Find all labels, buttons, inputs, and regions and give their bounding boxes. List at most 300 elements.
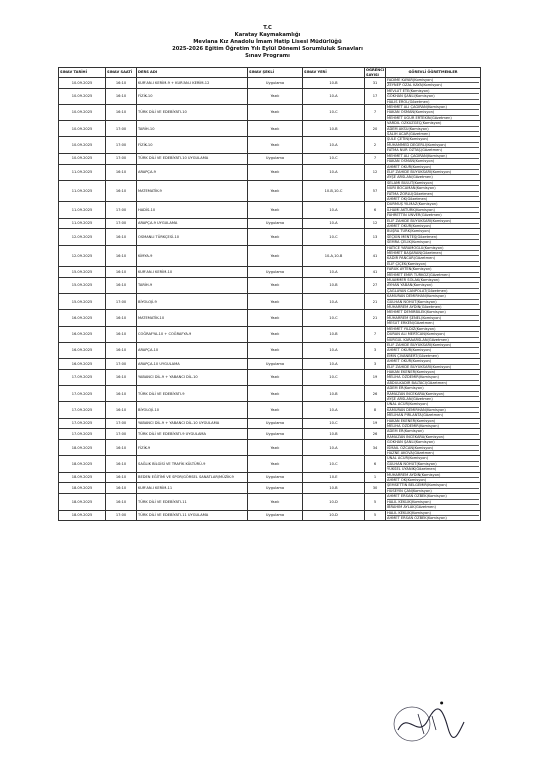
exam-type-cell: Yazılı [248, 137, 303, 153]
exam-place-cell: 10-A [303, 88, 365, 104]
exam-place-cell: 10-B [303, 386, 365, 402]
exam-type-cell: Yazılı [248, 88, 303, 104]
exam-date-cell: 15.09.2025 [59, 294, 106, 310]
table-row [59, 121, 481, 137]
teacher-name: ELİF ZAHİDE BÜYÜKSARI(Komisyon) [387, 219, 479, 224]
teacher-name: ŞEMSETTİN BELGEMİR(Komisyon) [387, 483, 479, 488]
exam-date-cell: 10.09.2025 [59, 153, 106, 164]
table-row [59, 245, 481, 267]
teacher-name: MELİHAN PIRLANTA(Gözetmen) [387, 413, 444, 418]
exam-time-cell: 16:10 [106, 310, 137, 326]
exam-type-cell: Uygulama [248, 472, 303, 483]
teacher-name: FATMA NUR ÖZTAŞ(Gözetmen) [387, 148, 442, 153]
teachers-cell [386, 294, 481, 310]
teacher-name: NURİ BOCAMAN(Komisyon) [387, 186, 479, 191]
teacher-name: GÖKHAN ŞANLI(Komisyon) [387, 440, 479, 445]
course-name-cell: FİZİK-10 [137, 137, 248, 153]
teacher-name: HAZNE AKOVA(Gözetmen) [387, 451, 435, 456]
teacher-name: MEHMET YILDIZ(Komisyon) [387, 327, 479, 332]
exam-type-cell: Yazılı [248, 278, 303, 294]
exam-place-cell: 10-B [303, 121, 365, 137]
course-name-cell: TÜRK DİLİ VE EDEBİYATI-10 UYGULAMA [137, 153, 248, 164]
teachers-cell [386, 472, 481, 483]
table-body [59, 78, 481, 521]
teacher-name: DURAN ALİ MERTCAN(Komisyon) [387, 332, 479, 337]
teacher-name: ZEYNEP ÖZAL KAYA(Komisyon) [387, 83, 443, 88]
exam-date-cell: 16.09.2025 [59, 359, 106, 370]
student-count-cell: 27 [365, 278, 386, 294]
teacher-name: HALİL KEKLİK(Komisyon) [387, 511, 479, 516]
exam-type-cell: Uygulama [248, 153, 303, 164]
teacher-name: KAMURAN DEMİRHAN(Komisyon) [387, 294, 479, 299]
exam-type-cell: Yazılı [248, 494, 303, 510]
table-row [59, 218, 481, 229]
teacher-name: RAMAZAN İNCEKARA(Komisyon) [387, 434, 445, 439]
student-count-cell: 7 [365, 326, 386, 342]
exam-date-cell: 11.09.2025 [59, 180, 106, 202]
teachers-cell [386, 229, 481, 245]
teacher-name: MEHMET DEMİRBİLEK(Komisyon) [387, 310, 479, 315]
teacher-name: FARUK AYTEN(Komisyon) [387, 267, 479, 272]
teachers-cell [386, 359, 481, 370]
teacher-name: AHMET ERSAN ÖZBEK(Komisyon) [387, 515, 447, 520]
student-count-cell: 6 [365, 456, 386, 472]
page-mark: ● [440, 700, 444, 705]
table-row [59, 369, 481, 385]
table-row [59, 105, 481, 121]
exam-time-cell: 17:00 [106, 202, 137, 218]
exam-time-cell: 16:10 [106, 267, 137, 278]
exam-time-cell: 16:10 [106, 245, 137, 267]
teacher-name: ELİF ZAHİDE BÜYÜKSARI(Komisyon) [387, 364, 452, 369]
teacher-name: AYŞE ARSLAN(Gözetmen) [387, 396, 433, 401]
teachers-cell [386, 121, 481, 137]
exam-date-cell: 10.09.2025 [59, 88, 106, 104]
teachers-cell [386, 326, 481, 342]
course-name-cell: ARAPÇA-9 [137, 164, 248, 180]
student-count-cell: 1 [365, 472, 386, 483]
exam-time-cell: 16:10 [106, 342, 137, 358]
teacher-name: ADEM ER(Komisyon) [387, 386, 479, 391]
exam-place-cell: 10-A [303, 218, 365, 229]
exam-place-cell: 10-A [303, 342, 365, 358]
exam-date-cell: 10.09.2025 [59, 78, 106, 89]
exam-place-cell: 10-D [303, 494, 365, 510]
exam-date-cell: 16.09.2025 [59, 310, 106, 326]
teacher-name: MEHMET ALİ ÇAĞIRAN(Komisyon) [387, 154, 479, 159]
exam-date-cell: 17.09.2025 [59, 402, 106, 418]
exam-schedule-table [58, 67, 481, 521]
course-name-cell: MATEMATİK-10 [137, 310, 248, 326]
exam-type-cell: Yazılı [248, 326, 303, 342]
exam-date-cell: 16.09.2025 [59, 342, 106, 358]
exam-date-cell: 18.09.2025 [59, 456, 106, 472]
exam-time-cell: 17:00 [106, 137, 137, 153]
header-line-5: Sınav Programı [245, 53, 290, 59]
table-row [59, 137, 481, 153]
exam-time-cell: 16:10 [106, 78, 137, 89]
exam-time-cell: 17:00 [106, 218, 137, 229]
exam-place-cell: 10-A [303, 402, 365, 418]
student-count-cell: 3 [365, 359, 386, 370]
student-count-cell: 17 [365, 88, 386, 104]
teacher-name: İLHAMİ AKTÜRK(Komisyon) [387, 208, 479, 213]
teacher-name: EMİN ÇİVANBERT(Gözetmen) [387, 353, 439, 358]
table-row [59, 472, 481, 483]
teachers-cell [386, 483, 481, 494]
course-name-cell: KUR'AN-I KERİM-11 [137, 483, 248, 494]
teacher-name: SALİH ACAR(Gözetmen) [387, 132, 430, 137]
exam-time-cell: 17:00 [106, 359, 137, 370]
exam-time-cell: 16:10 [106, 483, 137, 494]
table-row [59, 494, 481, 510]
table-row [59, 153, 481, 164]
teacher-name: ELİF ÇİÇEK(Komisyon) [387, 261, 427, 266]
exam-type-cell: Uygulama [248, 418, 303, 429]
student-count-cell: 41 [365, 267, 386, 278]
exam-date-cell: 10.09.2025 [59, 137, 106, 153]
exam-date-cell: 11.09.2025 [59, 202, 106, 218]
student-count-cell: 34 [365, 440, 386, 456]
exam-time-cell: 16:10 [106, 180, 137, 202]
exam-type-cell: Yazılı [248, 164, 303, 180]
course-name-cell: FİZİK-10 [137, 88, 248, 104]
teacher-name: SELAMİ BULUT(Komisyon) [387, 181, 479, 186]
teacher-name: FATMA ZORLU(Gözetmen) [387, 192, 479, 197]
student-count-cell: 19 [365, 369, 386, 385]
exam-date-cell: 17.09.2025 [59, 386, 106, 402]
table-row [59, 202, 481, 218]
course-name-cell: TÜRK DİLİ VE EDEBİYATI-11 [137, 494, 248, 510]
table-header-row [59, 68, 481, 78]
course-name-cell: OSMANLI TÜRKÇESİ-10 [137, 229, 248, 245]
table-row [59, 510, 481, 521]
course-name-cell: BİYOLOJİ-9 [137, 294, 248, 310]
student-count-cell: 8 [365, 402, 386, 418]
exam-type-cell: Yazılı [248, 456, 303, 472]
student-count-cell: 57 [365, 180, 386, 202]
exam-place-cell: 10-A,10-B [303, 245, 365, 267]
course-name-cell: KUR'AN-I KERİM-9 + KUR'AN-I KERİM-12 [137, 78, 248, 89]
exam-type-cell: Uygulama [248, 483, 303, 494]
student-count-cell: 5 [365, 510, 386, 521]
teacher-name: GÜLHAN NOHUT(Komisyon) [387, 462, 479, 467]
teachers-cell [386, 386, 481, 402]
teachers-cell [386, 418, 481, 429]
teachers-cell [386, 310, 481, 326]
header-line-3: Mevlana Kız Anadolu İmam Hatip Lisesi Müdürlüğü [193, 39, 342, 45]
exam-time-cell: 16:10 [106, 386, 137, 402]
course-name-cell: TÜRK DİLİ VE EDEBİYATI-11 UYGULAMA [137, 510, 248, 521]
exam-date-cell: 18.09.2025 [59, 440, 106, 456]
course-name-cell: ARAPÇA-10 [137, 342, 248, 358]
teacher-name: GÜLHAN NOHUT(Komisyon) [387, 300, 479, 305]
exam-time-cell: 16:10 [106, 164, 137, 180]
exam-time-cell: 17:00 [106, 121, 137, 137]
teachers-cell [386, 278, 481, 294]
teacher-name: ABDULKADİR BALTACI(Gözetmen) [387, 380, 448, 385]
exam-time-cell: 16:10 [106, 402, 137, 418]
exam-time-cell: 17:00 [106, 510, 137, 521]
teacher-name: HALİL KEKLİK(Komisyon) [387, 500, 479, 505]
exam-place-cell: 10-B [303, 278, 365, 294]
signature-stamp [388, 700, 468, 750]
teacher-name: SEÇKİN MENTEŞ(Gözetmen) [387, 235, 479, 240]
exam-place-cell: 10-A [303, 202, 365, 218]
table-row [59, 229, 481, 245]
teacher-name: FAHRETTİN ÜNVER(Gözetmen) [387, 213, 442, 218]
teachers-cell [386, 402, 481, 418]
course-name-cell: KİMYA-9 [137, 245, 248, 267]
student-count-cell: 20 [365, 121, 386, 137]
table-row [59, 429, 481, 440]
student-count-cell: 5 [365, 494, 386, 510]
teachers-cell [386, 369, 481, 385]
header-line-2: Karatay Kaymakamlığı [234, 32, 301, 38]
exam-place-cell: 10-A [303, 164, 365, 180]
teacher-name: MELİHA ÖZDEMİR(Komisyon) [387, 424, 439, 428]
table-row [59, 267, 481, 278]
exam-place-cell: 10-C [303, 229, 365, 245]
course-name-cell: SAĞLIK BİLGİSİ VE TRAFİK KÜLTÜRÜ-9 [137, 456, 248, 472]
table-row [59, 164, 481, 180]
teacher-name: AYŞE ARSLAN(Gözetmen) [387, 175, 433, 180]
exam-date-cell: 16.09.2025 [59, 326, 106, 342]
exam-time-cell: 16:10 [106, 326, 137, 342]
teacher-name: AHMET OK(Gözetmen) [387, 196, 428, 201]
exam-time-cell: 17:00 [106, 294, 137, 310]
teacher-name: MUAMMER SOLAK(Komisyon) [387, 278, 479, 283]
teacher-name: MUHAMMED DEĞERLİ(Komisyon) [387, 143, 479, 148]
teachers-cell [386, 202, 481, 218]
teacher-name: AHMET OKUR(Komisyon) [387, 165, 479, 170]
teachers-cell [386, 88, 481, 104]
teachers-cell [386, 342, 481, 358]
teachers-cell [386, 456, 481, 472]
column-header: SINAV ŞEKLİ [248, 68, 303, 78]
course-name-cell: YABANCI DİL-9 + YABANCI DİL-10 [137, 369, 248, 385]
exam-date-cell: 15.09.2025 [59, 267, 106, 278]
exam-type-cell: Yazılı [248, 121, 303, 137]
exam-place-cell: 10-B,10-C [303, 180, 365, 202]
student-count-cell: 41 [365, 245, 386, 267]
teacher-name: ÇAĞLAYAN CANPOLAT(Gözetmen) [387, 288, 448, 293]
exam-type-cell: Yazılı [248, 310, 303, 326]
student-count-cell: 26 [365, 386, 386, 402]
table-row [59, 440, 481, 456]
course-name-cell: TARİH-10 [137, 121, 248, 137]
teacher-name: AHMET OKUR(Komisyon) [387, 348, 479, 353]
course-name-cell: YABANCI DİL-9 + YABANCI DİL-10 UYGULAMA [137, 418, 248, 429]
teachers-cell [386, 180, 481, 202]
exam-time-cell: 17:00 [106, 429, 137, 440]
exam-date-cell: 18.09.2025 [59, 494, 106, 510]
table-row [59, 483, 481, 494]
student-count-cell: 31 [365, 78, 386, 89]
exam-type-cell: Yazılı [248, 386, 303, 402]
teacher-name: SEMRA ÇELİK(Komisyon) [387, 240, 431, 245]
header-line-4: 2025-2026 Eğitim Öğretim Yılı Eylül Dönemi Sorumluluk Sınavları [172, 46, 363, 52]
exam-date-cell: 17.09.2025 [59, 429, 106, 440]
teacher-name: MESUT ERKEN(Gözetmen) [387, 321, 434, 326]
teacher-name: İBRAHİM AYLAK(Gözetmen) [387, 505, 436, 510]
column-header: SINAV YERİ [303, 68, 365, 78]
teachers-cell [386, 164, 481, 180]
teacher-name: MUHARREM AYDIN(Gözetmen) [387, 305, 442, 310]
teacher-name: ADEM AKSU(Komisyon) [387, 127, 479, 132]
course-name-cell: TARİH-9 [137, 278, 248, 294]
exam-type-cell: Yazılı [248, 105, 303, 121]
exam-date-cell: 17.09.2025 [59, 369, 106, 385]
exam-date-cell: 18.09.2025 [59, 483, 106, 494]
student-count-cell: 3 [365, 342, 386, 358]
teachers-cell [386, 510, 481, 521]
table-row [59, 310, 481, 326]
table-row [59, 326, 481, 342]
student-count-cell: 21 [365, 294, 386, 310]
exam-time-cell: 16:10 [106, 440, 137, 456]
teacher-name: BÜŞRA TÜRK(Komisyon) [387, 229, 479, 234]
table-row [59, 278, 481, 294]
exam-date-cell: 18.09.2025 [59, 472, 106, 483]
exam-place-cell: 10-B [303, 326, 365, 342]
teacher-name: ÜNAL ACUR(Komisyon) [387, 456, 479, 461]
exam-time-cell: 16:10 [106, 472, 137, 483]
exam-type-cell: Uygulama [248, 359, 303, 370]
exam-date-cell: 10.09.2025 [59, 121, 106, 137]
teacher-name: AHMET ERSAN ÖZBEK(Komisyon) [387, 494, 479, 499]
exam-time-cell: 17:00 [106, 153, 137, 164]
teacher-name: İSMAİL ÖZCAN(Komisyon) [387, 446, 479, 451]
student-count-cell: 30 [365, 483, 386, 494]
teacher-name: KAMURAN DEMİRHAN(Komisyon) [387, 408, 479, 413]
exam-date-cell: 11.09.2025 [59, 218, 106, 229]
teacher-name: MEHMET ALİ ÇAĞIRAN(Komisyon) [387, 105, 479, 110]
table-row [59, 456, 481, 472]
teacher-name: MUHARREM AYDIN(Komisyon) [387, 473, 479, 478]
exam-type-cell: Yazılı [248, 402, 303, 418]
teacher-name: ŞULE ÇETİN(Komisyon) [387, 137, 479, 142]
exam-place-cell: 10-A [303, 137, 365, 153]
exam-type-cell: Uygulama [248, 267, 303, 278]
student-count-cell: 26 [365, 429, 386, 440]
exam-type-cell: Yazılı [248, 342, 303, 358]
teacher-name: KADİR PANCAR(Gözetmen) [387, 256, 479, 261]
exam-date-cell: 12.09.2025 [59, 245, 106, 267]
column-header: SINAV SAATİ [106, 68, 137, 78]
course-name-cell: KUR'AN-I KERİM-10 [137, 267, 248, 278]
teacher-name: MEVLÜT ETE(Komisyon) [387, 89, 479, 94]
teacher-name: VARDİL ÖZKUZGEÇ(Komisyon) [387, 121, 479, 126]
teacher-name: MEHMET BAŞARAN(Gözetmen) [387, 251, 479, 256]
teachers-cell [386, 105, 481, 121]
student-count-cell: 12 [365, 164, 386, 180]
teacher-name: MEHMET UĞUR ERTEKİN(Gözetmen) [387, 115, 452, 120]
exam-time-cell: 16:10 [106, 369, 137, 385]
exam-time-cell: 16:10 [106, 229, 137, 245]
course-name-cell: TÜRK DİLİ VE EDEBİYATI-9 [137, 386, 248, 402]
student-count-cell: 21 [365, 310, 386, 326]
teacher-name: AHMET OK(Komisyon) [387, 478, 427, 483]
teacher-name: RAMAZAN İNCEKARA(Komisyon) [387, 392, 479, 397]
exam-type-cell: Uygulama [248, 429, 303, 440]
exam-date-cell: 17.09.2025 [59, 418, 106, 429]
table-row [59, 402, 481, 418]
exam-type-cell: Uygulama [248, 218, 303, 229]
teacher-name: HAKAN EKENER(Komisyon) [387, 370, 479, 375]
table-row [59, 418, 481, 429]
exam-date-cell: 18.09.2025 [59, 510, 106, 521]
teachers-cell [386, 153, 481, 164]
exam-place-cell: 10-A [303, 440, 365, 456]
teachers-cell [386, 218, 481, 229]
column-header: ÖĞRENCİ SAYISI [366, 68, 385, 77]
table-row [59, 78, 481, 89]
teachers-cell [386, 429, 481, 440]
student-count-cell: 7 [365, 105, 386, 121]
exam-type-cell: Yazılı [248, 369, 303, 385]
table-row [59, 359, 481, 370]
exam-time-cell: 16:10 [106, 278, 137, 294]
student-count-cell: 7 [365, 153, 386, 164]
teacher-name: HAKAN OSMAN(Komisyon) [387, 159, 435, 164]
table-row [59, 342, 481, 358]
teachers-cell [386, 440, 481, 456]
exam-place-cell: 10-C [303, 456, 365, 472]
table-row [59, 294, 481, 310]
exam-type-cell: Uygulama [248, 78, 303, 89]
exam-type-cell: Yazılı [248, 229, 303, 245]
teacher-name: ÜNAL ACUR(Komisyon) [387, 402, 479, 407]
exam-date-cell: 15.09.2025 [59, 278, 106, 294]
course-name-cell: BİYOLOJİ-10 [137, 402, 248, 418]
teacher-name: GÖKHAN ŞANLI(Komisyon) [387, 94, 479, 99]
teacher-name: DURMUŞ YILMAZ(Komisyon) [387, 202, 479, 207]
teachers-cell [386, 245, 481, 267]
exam-place-cell: 10-C [303, 105, 365, 121]
teacher-name: HALİS EROL(Gözetmen) [387, 99, 430, 104]
exam-place-cell: 10-A [303, 294, 365, 310]
exam-type-cell: Yazılı [248, 440, 303, 456]
teacher-name: AYHAN YABAN(Komisyon) [387, 283, 479, 288]
header-line-1: T.C [263, 25, 272, 31]
teacher-name: ADEM ER(Komisyon) [387, 429, 479, 434]
student-count-cell: 6 [365, 202, 386, 218]
student-count-cell: 2 [365, 137, 386, 153]
teacher-name: NURGÜL KARAARSLAN(Gözetmen) [387, 337, 449, 342]
teachers-cell [386, 267, 481, 278]
exam-time-cell: 16:10 [106, 456, 137, 472]
exam-place-cell: 10-E [303, 472, 365, 483]
teacher-name: AHMET OKUR(Komisyon) [387, 223, 432, 228]
exam-place-cell: 10-C [303, 153, 365, 164]
exam-type-cell: Yazılı [248, 245, 303, 267]
column-header: SINAV TARİHİ [59, 68, 106, 78]
course-name-cell: BEDEN EĞİTİMİ VE SPOR/GÖRSEL SANATLAR/MÜZİK-9 [137, 472, 248, 483]
exam-place-cell: 10-B [303, 429, 365, 440]
exam-type-cell: Yazılı [248, 180, 303, 202]
exam-place-cell: 10-B [303, 78, 365, 89]
teachers-cell [386, 78, 481, 89]
column-header: DERS ADI [137, 68, 248, 78]
exam-time-cell: 16:10 [106, 494, 137, 510]
teacher-name: HÜSEYİN ÇAN(Komisyon) [387, 488, 432, 493]
exam-place-cell: 10-C [303, 418, 365, 429]
teacher-name: MEHMET EMİR TÜRKÖZ(Gözetmen) [387, 272, 450, 277]
exam-date-cell: 10.09.2025 [59, 105, 106, 121]
teachers-cell [386, 494, 481, 510]
exam-place-cell: 10-C [303, 310, 365, 326]
